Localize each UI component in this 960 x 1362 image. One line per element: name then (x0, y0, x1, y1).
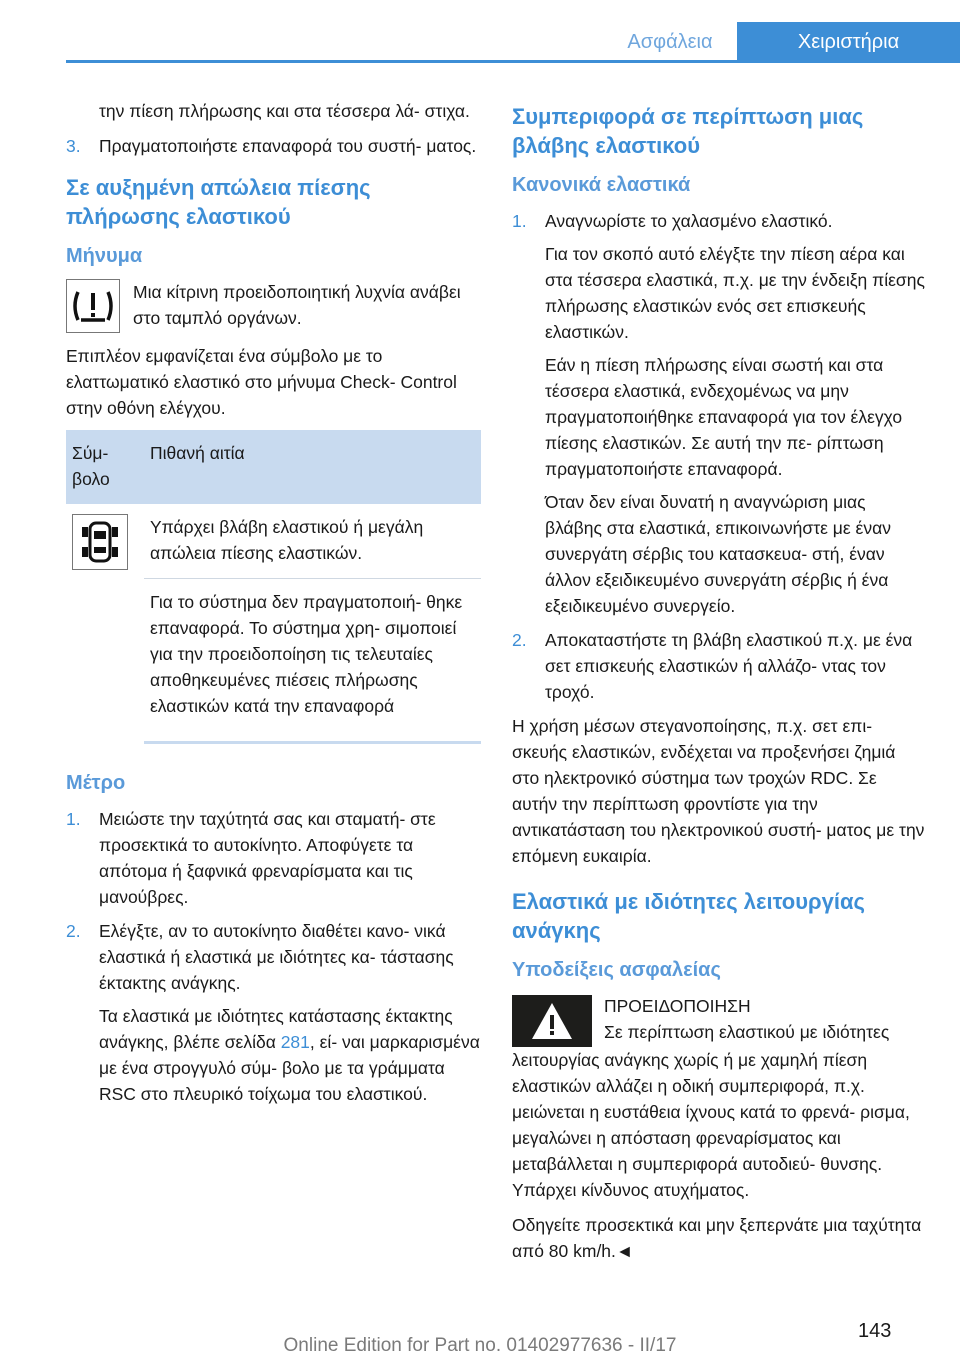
step-number: 3. (66, 136, 81, 156)
message-text: Μια κίτρινη προειδοποιητική λυχνία ανάβει στο ταμπλό οργάνων. (133, 282, 461, 328)
step-text: Αποκαταστήστε τη βλάβη ελαστικού π.χ. με ένα σετ επισκευής ελαστικών ή αλλάζο‐ ντας τον τροχό. (545, 630, 913, 702)
section-tab-safety[interactable]: Ασφάλεια (627, 31, 713, 53)
step-text: Μειώστε την ταχύτητά σας και σταματή‐ στε προσεκτικά το αυτοκίνητο. Αποφύγετε τα απότομα ή ξαφνικά φρεναρίσματα και τις μανούβρες. (99, 809, 436, 907)
step-number: 1. (512, 211, 527, 231)
warning-text: λειτουργίας ανάγκης χωρίς ή με χαμηλή πίεση ελαστικών αλλάζει η οδική συμπεριφορά, π.χ. μειώνεται η ευστάθεια ίχνους κατά το φρενά‐ ρισμα, μεγαλώνει η απόσταση φρεναρίσματος και μεταβάλλεται η συμπεριφορά αυτοδιεύ‐ θυνσης. Υπάρχει κίνδυνος ατυχήματος. (512, 1050, 910, 1200)
warning-block (512, 993, 926, 1047)
step-text: Αναγνωρίστε το χαλασμένο ελαστικό. (545, 211, 833, 231)
step-subparagraph: Για τον σκοπό αυτό ελέγξτε την πίεση αέρα και στα τέσσερα ελαστικά, π.χ. με την ένδειξη πίεσης πλήρωσης ελαστικών ενός σετ επισκευής ελαστικών. (545, 244, 925, 342)
step-subparagraph (99, 1003, 481, 1107)
subheading-normal-tires: Κανονικά ελαστικά (512, 174, 691, 196)
subheading-message: Μήνυμα (66, 245, 143, 267)
warning-intro (604, 993, 889, 1047)
table-header-cause: Πιθανή αιτία (144, 430, 481, 504)
right-column (512, 98, 926, 1273)
section-heading-runflat: Ελαστικά με ιδιότητες λειτουργίας ανάγκης (512, 889, 865, 943)
message-row (66, 279, 481, 333)
section-heading-pressure-loss: Σε αυξημένη απώλεια πίεσης πλήρωσης ελαστικού (66, 175, 371, 229)
step-continuation: την πίεση πλήρωσης και στα τέσσερα λά‐ στιχα. (99, 101, 470, 121)
step-1 (512, 208, 926, 619)
table-cell-cause: Υπάρχει βλάβη ελαστικού ή μεγάλη απώλεια πίεσης ελαστικών. (144, 504, 481, 579)
step-text: Ελέγξτε, αν το αυτοκίνητο διαθέτει κανο‐ νικά ελαστικά ή ελαστικά με ιδιότητες κα‐ τάστασης έκτακτης ανάγκης. (99, 921, 454, 993)
measure-step-1 (66, 806, 481, 910)
left-column (66, 98, 481, 1115)
edition-footer: Online Edition for Part no. 01402977636 - II/17 (283, 1335, 677, 1356)
table-header-symbol: Σύμ‐ βολο (66, 430, 144, 504)
subheading-measure: Μέτρο (66, 772, 126, 794)
measure-step-2 (66, 918, 481, 1107)
section-heading-tire-damage: Συμπεριφορά σε περίπτωση μιας βλάβης ελαστικού (512, 104, 864, 158)
tire-pressure-warning-icon (66, 279, 120, 333)
step-subparagraph: Εάν η πίεση πλήρωσης είναι σωστή και στα τέσσερα ελαστικά, ενδεχομένως να μην πραγματοποιήθηκε επαναφορά για τον έλεγχο πίεσης ελαστικών. Σε αυτή την πε‐ ρίπτωση πραγματοποιήστε επαναφορά. (545, 355, 903, 479)
subheading-safety: Υποδείξεις ασφαλείας (512, 959, 721, 981)
symbol-table (66, 430, 481, 744)
table-cell-symbol (66, 504, 144, 743)
page-header (0, 0, 960, 64)
step-number: 1. (66, 809, 81, 829)
body-paragraph: Επιπλέον εμφανίζεται ένα σύμβολο με το ελαττωματικό ελαστικό στο μήνυμα Check- Control στην οθόνη ελέγχου. (66, 346, 457, 418)
warning-end: Οδηγείτε προσεκτικά και μην ξεπερνάτε μια ταχύτητα από 80 km/h.◄ (512, 1215, 922, 1261)
warning-first-line: Σε περίπτωση ελαστικού με ιδιότητες (604, 1022, 890, 1042)
table-row (66, 504, 481, 579)
step-3 (66, 133, 481, 159)
warning-title: ΠΡΟΕΙΔΟΠΟΙΗΣΗ (604, 996, 751, 1016)
sub-text: Τα ελαστικά με ιδιότητες κατάστασης έκτακτης ανάγκης, βλέπε σελίδα (99, 1006, 453, 1052)
step-2 (512, 627, 926, 705)
section-tab-controls[interactable]: Χειριστήρια (737, 22, 960, 62)
sub-text: , εί‐ ναι μαρκαρισμένα με ένα στρογγυλό σύμ‐ βολο με τα γράμματα RSC στο πλευρικό τοίχωμα του ελαστικού. (99, 1032, 480, 1104)
header-rule (66, 60, 960, 63)
step-text: Πραγματοποιήστε επαναφορά του συστή‐ ματος. (99, 136, 477, 156)
warning-triangle-icon (512, 995, 592, 1047)
table-cell-cause: Για το σύστημα δεν πραγματοποιή‐ θηκε επαναφορά. Το σύστημα χρη‐ σιμοποιεί για την προειδοποίηση τις τελευταίες αποθηκευμένες πιέσεις πλήρωσης ελαστικών κατά την επαναφορά (144, 579, 481, 743)
step-number: 2. (66, 921, 81, 941)
car-tire-damage-icon (72, 514, 128, 570)
page-link[interactable]: 281 (280, 1032, 310, 1052)
step-subparagraph: Όταν δεν είναι δυνατή η αναγνώριση μιας βλάβης στα ελαστικά, επικοινωνήστε με έναν συνεργάτη σέρβις του κατασκευα‐ στή, έναν άλλον εξειδικευμένο συνεργάτη σέρβις ή ένα εξειδικευμένο συνεργείο. (545, 492, 891, 616)
body-paragraph: Η χρήση μέσων στεγανοποίησης, π.χ. σετ επι‐ σκευής ελαστικών, ενδέχεται να προξενήσει ζημιά στο ηλεκτρονικό σύστημα των τροχών RDC. Σε αυτήν την περίπτωση φροντίστε για την αντικατάσταση του ηλεκτρονικού συστή‐ ματος με την επόμενη ευκαιρία. (512, 716, 925, 866)
step-number: 2. (512, 630, 527, 650)
page-number: 143 (858, 1320, 892, 1342)
